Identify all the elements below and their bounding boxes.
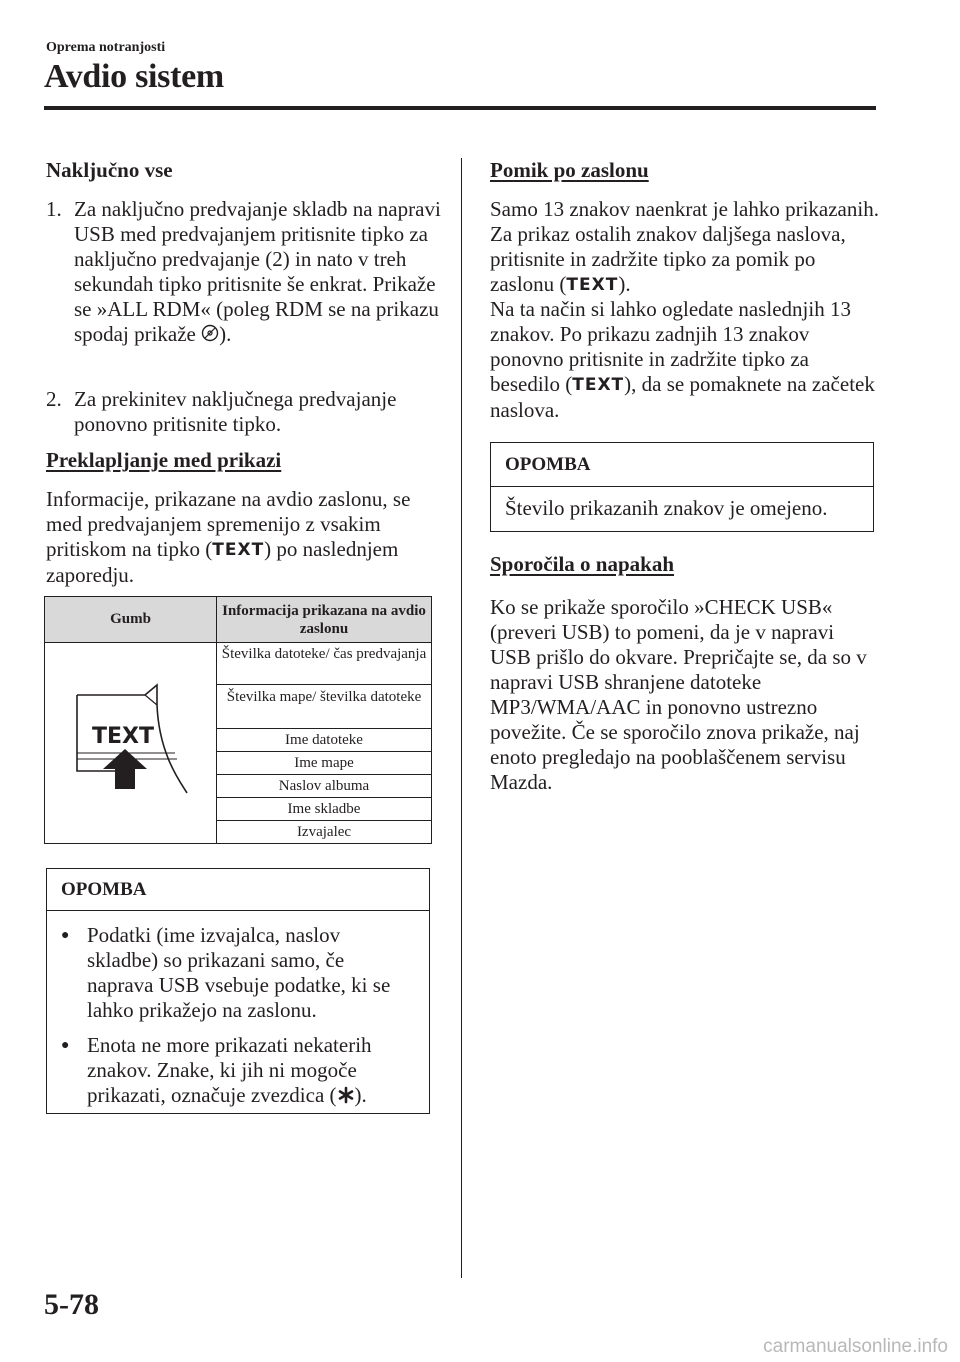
note-bullet: ● Enota ne more prikazati nekaterih znakov. Znake, ki jih ni mogoče prikazati, označuje zvezdica ( ). [61,1033,415,1110]
button-label: TEXT [91,724,155,749]
shuffle-disc-icon [201,323,219,349]
heading-switch-display: Preklapljanje med prikazi [46,448,282,472]
column-divider [461,158,462,1278]
page-number: 5-78 [44,1288,99,1321]
list-number: 1. [46,197,62,221]
table-rows [217,643,431,843]
table-header-button: Gumb [45,597,217,642]
asterisk-icon [337,1085,355,1110]
note-box-right [490,442,874,532]
text-key-icon: TEXT [566,275,619,295]
paragraph-errors: Ko se prikaže sporočilo »CHECK USB« (preveri USB) to pomeni, da je v napravi USB prišlo do okvare. Prepričajte se, da so v napravi USB shranjene datoteke MP3/WMA/AAC in ponovno ustrezno povežite. Če se sporočilo znova prikaže, naj enoto pregledajo na pooblaščenem servisu Mazda. [490,595,867,794]
table-row: Številka mape/ številka datoteke [217,685,431,729]
table-row: Izvajalec [296,824,352,840]
list-text: Za naključno predvajanje skladb na napravi USB med predvajanjem pritisnite tipko za naključno predvajanje (2) in nato v treh sekundah tipko pritisnite še enkrat. Prikaže se »ALL RDM« (poleg RDM se na prikazu spodaj prikaže ). [74,197,446,349]
table-row: Naslov albuma [217,775,431,798]
paragraph-switch-display: Informacije, prikazane na avdio zaslonu, se med predvajanjem spremenijo z vsakim pritiskom na tipko (TEXT) po naslednjem zaporedju. [46,487,411,587]
paragraph-scroll-2: Na ta način si lahko ogledate naslednjih 13 znakov. Po prikazu zadnjih 13 znakov ponovno pritisnite in zadržite tipko za besedilo (TEXT), da se pomaknete na začetek naslova. [490,297,875,422]
note-title: OPOMBA [47,869,429,911]
note-title: OPOMBA [491,443,873,487]
bullet-icon: ● [61,1038,70,1053]
bullet-icon: ● [61,928,70,943]
list-number: 2. [46,387,62,411]
table-row: Ime mape [217,752,431,775]
text-button-icon [45,643,217,843]
watermark: carmanualsonline.info [763,1336,948,1357]
table-header [45,597,431,643]
heading-errors: Sporočila o napakah [490,552,675,576]
text-key-icon: TEXT [212,540,265,560]
press-arrow-icon [103,749,147,789]
list-item-1 [46,197,446,349]
note-bullet: ● Podatki (ime izvajalca, naslov skladbe) so prikazani samo, če naprava USB vsebuje podatke, ki se lahko prikažejo na zaslonu. [61,923,391,1022]
table-row: Ime datoteke [217,729,431,752]
page-title: Avdio sistem [44,58,224,95]
table-row: Ime skladbe [217,798,431,821]
list-text: Za prekinitev naključnega predvajanje ponovno pritisnite tipko. [74,387,397,436]
text-button-illustration [45,643,217,843]
table-row: Številka datoteke/ čas predvajanja [217,643,431,685]
table-header-info: Informacija prikazana na avdio zaslonu [222,602,426,637]
display-sequence-table [44,596,432,844]
note-body [47,911,429,1132]
note-body: Število prikazanih znakov je omejeno. [505,496,828,520]
note-box-left [46,868,430,1114]
list-item-2 [46,387,446,437]
section-label: Oprema notranjosti [46,40,166,55]
heading-scroll: Pomik po zaslonu [490,158,649,182]
text-key-icon: TEXT [572,375,625,395]
heading-random-all: Naključno vse [46,158,173,182]
title-rule [44,106,876,110]
paragraph-scroll-1: Samo 13 znakov naenkrat je lahko prikazanih. Za prikaz ostalih znakov daljšega naslova, pritisnite in zadržite tipko za pomik po zaslonu (TEXT). [490,197,879,296]
